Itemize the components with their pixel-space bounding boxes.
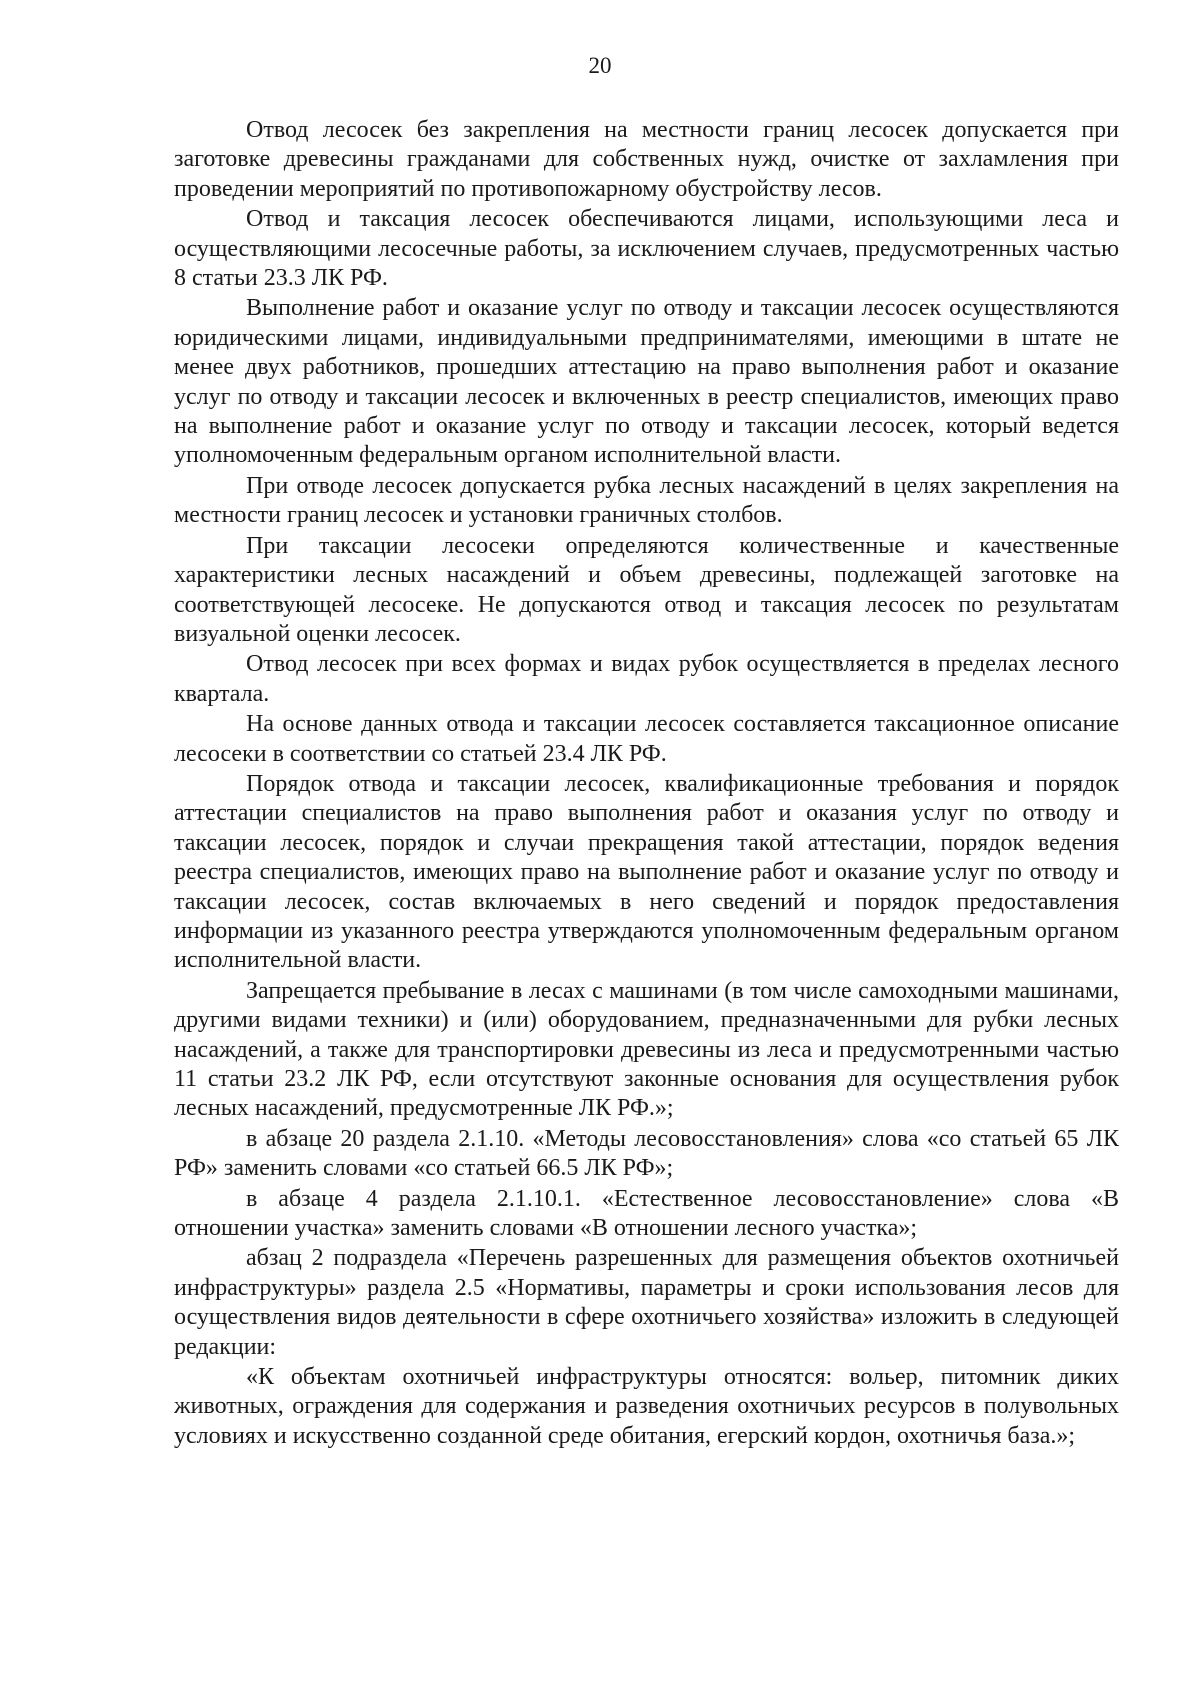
- paragraph: На основе данных отвода и таксации лесосек составляется таксационное описание лесосеки в соответствии со статьей 23.4 ЛК РФ.: [174, 711, 1119, 767]
- page-number: 20: [588, 53, 612, 78]
- document-body: [174, 116, 1119, 1452]
- paragraph: Запрещается пребывание в лесах с машинами (в том числе самоходными машинами, другими видами техники) и (или) оборудованием, предназначенными для рубки лесных насаждений, а также для транспортировки древесины из леса и предусмотренными частью 11 статьи 23.2 ЛК РФ, если отсутствуют законные основания для осуществления рубок лесных насаждений, предусмотренные ЛК РФ.»;: [174, 977, 1119, 1122]
- paragraph: в абзаце 4 раздела 2.1.10.1. «Естественное лесовосстановление» слова «В отношении участка» заменить словами «В отношении лесного участка»;: [174, 1185, 1119, 1242]
- paragraph: «К объектам охотничьей инфраструктуры относятся: вольер, питомник диких животных, ограждения для содержания и разведения охотничьих ресурсов в полувольных условиях и искусственно созданной среде обитания, егерский кордон, охотничья база.»;: [174, 1364, 1119, 1449]
- paragraph: При отводе лесосек допускается рубка лесных насаждений в целях закрепления на местности границ лесосек и установки граничных столбов.: [174, 472, 1119, 529]
- paragraph: абзац 2 подраздела «Перечень разрешенных для размещения объектов охотничьей инфраструктуры» раздела 2.5 «Нормативы, параметры и сроки использования лесов для осуществления видов деятельности в сфере охотничьего хозяйства» изложить в следующей редакции:: [174, 1245, 1119, 1360]
- paragraph: в абзаце 20 раздела 2.1.10. «Методы лесовосстановления» слова «со статьей 65 ЛК РФ» заменить словами «со статьей 66.5 ЛК РФ»;: [174, 1125, 1119, 1182]
- paragraph: Отвод лесосек без закрепления на местности границ лесосек допускается при заготовке древесины гражданами для собственных нужд, очистке от захламления при проведении мероприятий по противопожарному обустройству лесов.: [174, 117, 1119, 202]
- paragraph: Порядок отвода и таксации лесосек, квалификационные требования и порядок аттестации специалистов на право выполнения работ и оказания услуг по отводу и таксации лесосек, порядок и случаи прекращения такой аттестации, порядок ведения реестра специалистов, имеющих право на выполнение работ и оказание услуг по отводу и таксации лесосек, состав включаемых в него сведений и порядок предоставления информации из указанного реестра утверждаются уполномоченным федеральным органом исполнительной власти.: [174, 770, 1119, 974]
- paragraph: Отвод и таксация лесосек обеспечиваются лицами, использующими леса и осуществляющими лесосечные работы, за исключением случаев, предусмотренных частью 8 статьи 23.3 ЛК РФ.: [174, 206, 1119, 292]
- paragraph: Отвод лесосек при всех формах и видах рубок осуществляется в пределах лесного квартала.: [174, 651, 1119, 707]
- paragraph: При таксации лесосеки определяются количественные и качественные характеристики лесных насаждений и объем древесины, подлежащей заготовке на соответствующей лесосеке. Не допускаются отвод и таксация лесосек по результатам визуальной оценки лесосек.: [174, 532, 1119, 647]
- paragraph: Выполнение работ и оказание услуг по отводу и таксации лесосек осуществляются юридическими лицами, индивидуальными предпринимателями, имеющими в штате не менее двух работников, прошедших аттестацию на право выполнения работ и оказание услуг по отводу и таксации лесосек и включенных в реестр специалистов, имеющих право на выполнение работ и оказание услуг по отводу и таксации лесосек, который ведется уполномоченным федеральным органом исполнительной власти.: [174, 295, 1119, 469]
